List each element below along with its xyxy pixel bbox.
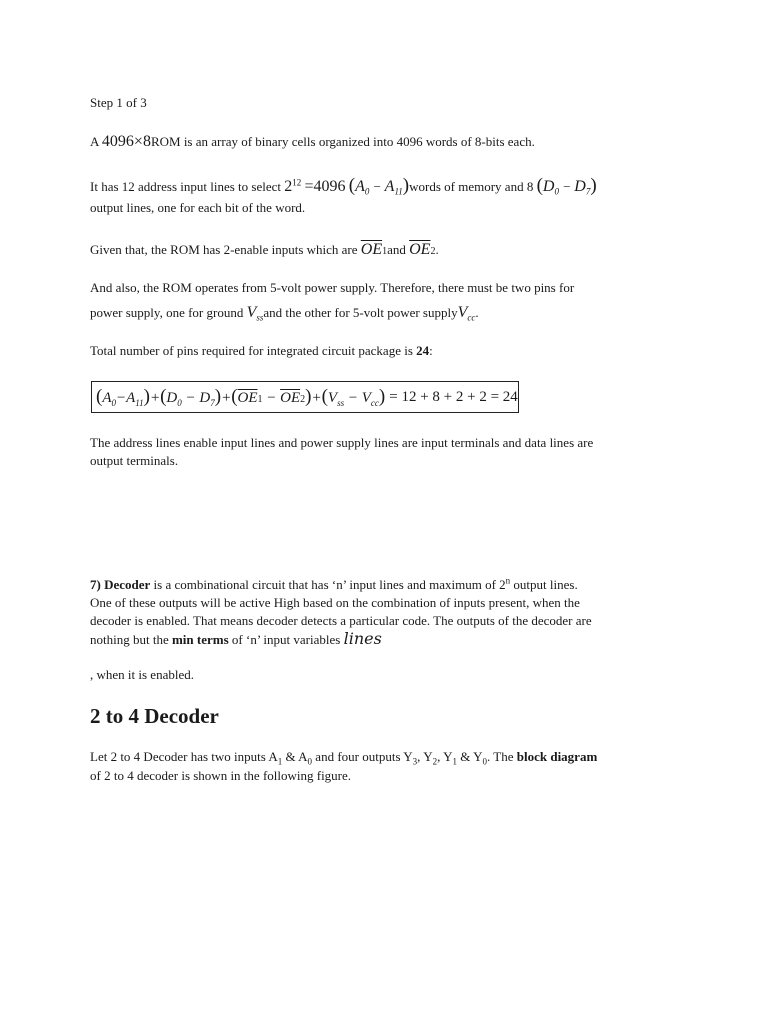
math: 12: [292, 177, 302, 188]
paragraph-decoder-3: decoder is enabled. That means decoder detects a particular code. The outputs of the decoder are: [90, 613, 592, 628]
math: −: [372, 179, 382, 194]
math: cc: [467, 312, 476, 323]
step-label: Step 1 of 3: [90, 95, 147, 110]
section-heading: 2 to 4 Decoder: [90, 704, 219, 728]
pin-count-formula-box: [91, 381, 519, 413]
math: 1: [257, 394, 263, 405]
rom-size-math: 4096×8: [101, 133, 151, 150]
math: $\overline{OE}$: [409, 241, 431, 258]
text: of ‘n’ input variables: [231, 632, 341, 647]
math: 0: [554, 186, 559, 197]
math: D: [199, 390, 211, 406]
paragraph-address-lines-2: output lines, one for each bit of the word.: [90, 200, 306, 215]
bold-text: 24: [416, 343, 430, 358]
subscript: 3: [412, 756, 418, 767]
data-range-math: $(D_0 - D_7)$: [536, 175, 597, 197]
text: . The: [487, 749, 514, 764]
text: output lines.: [513, 577, 578, 592]
oe2-math: [409, 242, 435, 257]
math: 1: [382, 246, 388, 257]
text: is a combinational circuit that has ‘n’ input lines and maximum of 2: [153, 577, 506, 592]
vss-math: [246, 304, 264, 323]
lines-math: lines: [343, 629, 382, 648]
math: D: [574, 178, 586, 195]
math: A: [384, 178, 395, 195]
text: & A: [282, 749, 308, 764]
math: 0: [111, 398, 116, 408]
paragraph-decoder-1: [90, 576, 690, 594]
subscript: 1: [277, 756, 283, 767]
math: 0: [364, 186, 370, 197]
text: , Y: [417, 749, 433, 764]
math: 7: [585, 186, 591, 197]
paragraph-decoder-inputs-2: of 2 to 4 decoder is shown in the following figure.: [90, 768, 352, 783]
math: $\overline{OE}$: [280, 390, 301, 406]
text: nothing but the: [90, 632, 169, 647]
text: & Y: [456, 749, 483, 764]
math: 0: [177, 398, 182, 408]
math: =4096: [304, 178, 346, 195]
vcc-math: [457, 304, 479, 323]
bold-text: 7): [90, 577, 101, 592]
math: D: [542, 178, 555, 195]
math: V: [457, 304, 468, 321]
math: A: [126, 390, 136, 406]
text: and: [387, 242, 406, 257]
math: ss: [256, 312, 264, 323]
math: D: [166, 390, 178, 406]
subscript: 0: [482, 756, 488, 767]
paragraph-decoder-4: [90, 630, 690, 649]
text: , Y: [437, 749, 453, 764]
text: Total number of pins required for integrated circuit package is: [90, 343, 413, 358]
paragraph-decoder-5: , when it is enabled.: [90, 667, 194, 682]
paragraph-address-lines-1: [90, 177, 690, 196]
text: Given that, the ROM has 2-enable inputs which are: [90, 242, 358, 257]
math: −: [562, 179, 571, 194]
paragraph-terminals-1: The address lines enable input lines and power supply lines are input terminals and data lines are: [90, 435, 594, 450]
oe1-math: [361, 242, 387, 257]
math: A: [355, 178, 365, 195]
bold-text: block diagram: [516, 749, 598, 764]
text: ROM is an array of binary cells organized into 4096 words of 8-bits each.: [150, 134, 535, 149]
paragraph-rom-definition: [90, 133, 690, 151]
math: V: [361, 390, 371, 406]
paragraph-decoder-inputs-1: [90, 748, 690, 766]
bold-text: Decoder: [104, 577, 151, 592]
text: and the other for 5-volt power supply: [263, 305, 458, 320]
math: V: [246, 304, 257, 321]
paragraph-power-supply-2: [90, 304, 690, 322]
power-expression: [284, 179, 345, 194]
subscript: 2: [432, 756, 438, 767]
math: ss: [337, 398, 345, 408]
math: 2: [300, 394, 306, 405]
text: A: [90, 134, 99, 149]
subscript: 0: [307, 756, 313, 767]
math: 2: [284, 178, 293, 195]
math: 2: [430, 246, 436, 257]
paragraph-total-pins: [90, 342, 690, 360]
formula-math: $(A_0-A_{11})+(D_0 - D_7)+(\overline{OE}1 - \overline{OE}2)+(V_{ss} - V_{cc})$: [96, 386, 386, 408]
text: power supply, one for ground: [90, 305, 244, 320]
math: A: [102, 390, 112, 406]
text: .: [435, 242, 439, 257]
superscript: n: [505, 575, 511, 586]
paragraph-power-supply-1: And also, the ROM operates from 5-volt power supply. Therefore, there must be two pins for: [90, 280, 575, 295]
math: V: [327, 390, 338, 406]
formula-result: = 12 + 8 + 2 + 2 = 24: [389, 388, 518, 405]
subscript: 1: [452, 756, 457, 767]
math: 11: [394, 186, 403, 197]
address-range-math: $(A_0 - A_{11})$: [348, 175, 410, 197]
math: $\overline{OE}$: [237, 390, 258, 406]
bold-text: min terms: [171, 632, 229, 647]
paragraph-terminals-2: output terminals.: [90, 453, 179, 468]
text: Let 2 to 4 Decoder has two inputs A: [90, 749, 278, 764]
math: cc: [370, 398, 379, 408]
text: :: [429, 343, 433, 358]
text: and four outputs Y: [312, 749, 413, 764]
text: .: [475, 305, 479, 320]
paragraph-enable-inputs: [90, 241, 690, 261]
text: It has 12 address input lines to select: [90, 179, 281, 194]
math: 11: [135, 398, 144, 408]
math: $\overline{OE}$: [360, 241, 383, 258]
text: words of memory and 8: [409, 179, 534, 194]
math: 7: [210, 398, 215, 408]
paragraph-decoder-2: One of these outputs will be active High based on the combination of inputs present, when the: [90, 595, 580, 610]
